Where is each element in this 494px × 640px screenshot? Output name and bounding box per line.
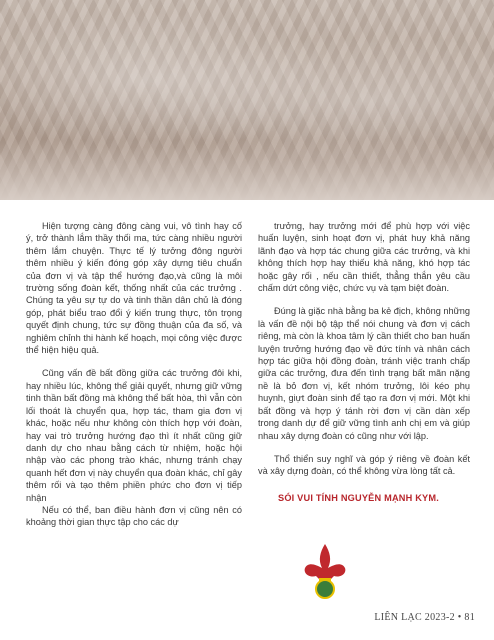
trefoil-icon (305, 544, 346, 580)
paragraph: trưởng, hay trưởng mới để phù hợp với việc huấn luyện, sinh hoạt đơn vị, phát huy khả năng lãnh đạo và hợp tác chung giữa các trưởng, và khi không thích hợp hay thiếu khả năng, khó hợp tác hoặc gây rối , nếu cần thiết, thẳng thắn yêu cầu chấm dứt công việc, chức vụ và tạm biệt đoàn. (258, 221, 470, 294)
paragraph: Đúng là giặc nhà bằng ba kẻ địch, không những là vấn đề nội bộ tập thể nói chung và đơn vị cách riêng, mà còn là khoa tâm lý cần thiết cho ban huấn luyện trưởng hướng đạo về đức tính và nhân cách hợp tác giữa hội đồng đoàn, tránh việc tranh chấp giữa các trưởng, đưa đến tình trạng bất mãn nặng nề là bỏ đơn vị, kết nhóm trưởng, lôi kéo phụ huynh, giựt đoàn sinh để tạo ra đơn vị mới. Một khi bất đồng và hợp ý tánh rời đơn vị cần dàn xếp trong danh dự để giữ vững tình anh chị em và giúp nhau xây dựng đoàn có cũng như với lập. (258, 306, 470, 441)
article-column-left (26, 220, 242, 540)
author-signature: SÓI VUI TÍNH NGUYỄN MẠNH KYM. (278, 492, 439, 503)
paragraph: Thổ thiển suy nghĩ và góp ý riêng về đoàn kết và xây dựng đoàn, có thể không vừa lòng tất cả. (258, 453, 470, 477)
header-photo-banner (0, 0, 494, 200)
page-footer (355, 612, 475, 623)
paragraph: Hiện tượng càng đông càng vui, vô tình hay cố ý, trở thành lắm thầy thối ma, tức càng nhiều người thêm lắm chuyện. Thực tế lý tưởng đông người thêm nhiều ý kiến đóng góp xây dựng tiêu chuẩn của đơn vị và tập thể hướng đạo,và cũng là môi trường sống đoàn kết, thống nhất của các trưởng . Chúng ta yêu sự tự do và tinh thần dân chủ là đóng góp, phát biểu trao đổi ý kiến trung thực, tôn trọng quyết định chung, tức sự đồng thuận của đa số, và nghiêm chỉnh thi hành kế hoạch, mọi công việc được thể hiện hiệu quả. (26, 221, 242, 356)
page-number: 81 (464, 612, 475, 623)
scout-fleur-de-lis-logo (300, 540, 350, 600)
article-column-right (258, 220, 470, 515)
paragraph: Nếu có thể, ban điều hành đơn vị cũng nên có khoảng thời gian thực tập cho các dự (26, 504, 242, 528)
publication-name: LIÊN LẠC 2023-2 (374, 612, 455, 623)
paragraph: Cũng vấn đề bất đồng giữa các trưởng đôi khi, hay nhiều lúc, không thể giải quyết, nhưng giữ vững tinh thần bất đồng mà không thể bất hòa, thì vẫn còn lối thoát là chuyển qua, hợp tác, tham gia đơn vị khác, hoặc nếu như không còn thích hợp với đoàn, hay vai trò trưởng hướng đạo thì ít nhất cũng giữ danh dự cho nhau bằng cách từ nhiệm, hoặc hội nhập vào các phong trào khác, nhưng tránh chạy quanh hết đơn vị này chuyển qua đoàn khác, chỉ gây thêm rối và tạo thêm phiền phức cho đơn vị tiếp nhận (26, 368, 242, 503)
footer-separator: • (457, 612, 462, 623)
